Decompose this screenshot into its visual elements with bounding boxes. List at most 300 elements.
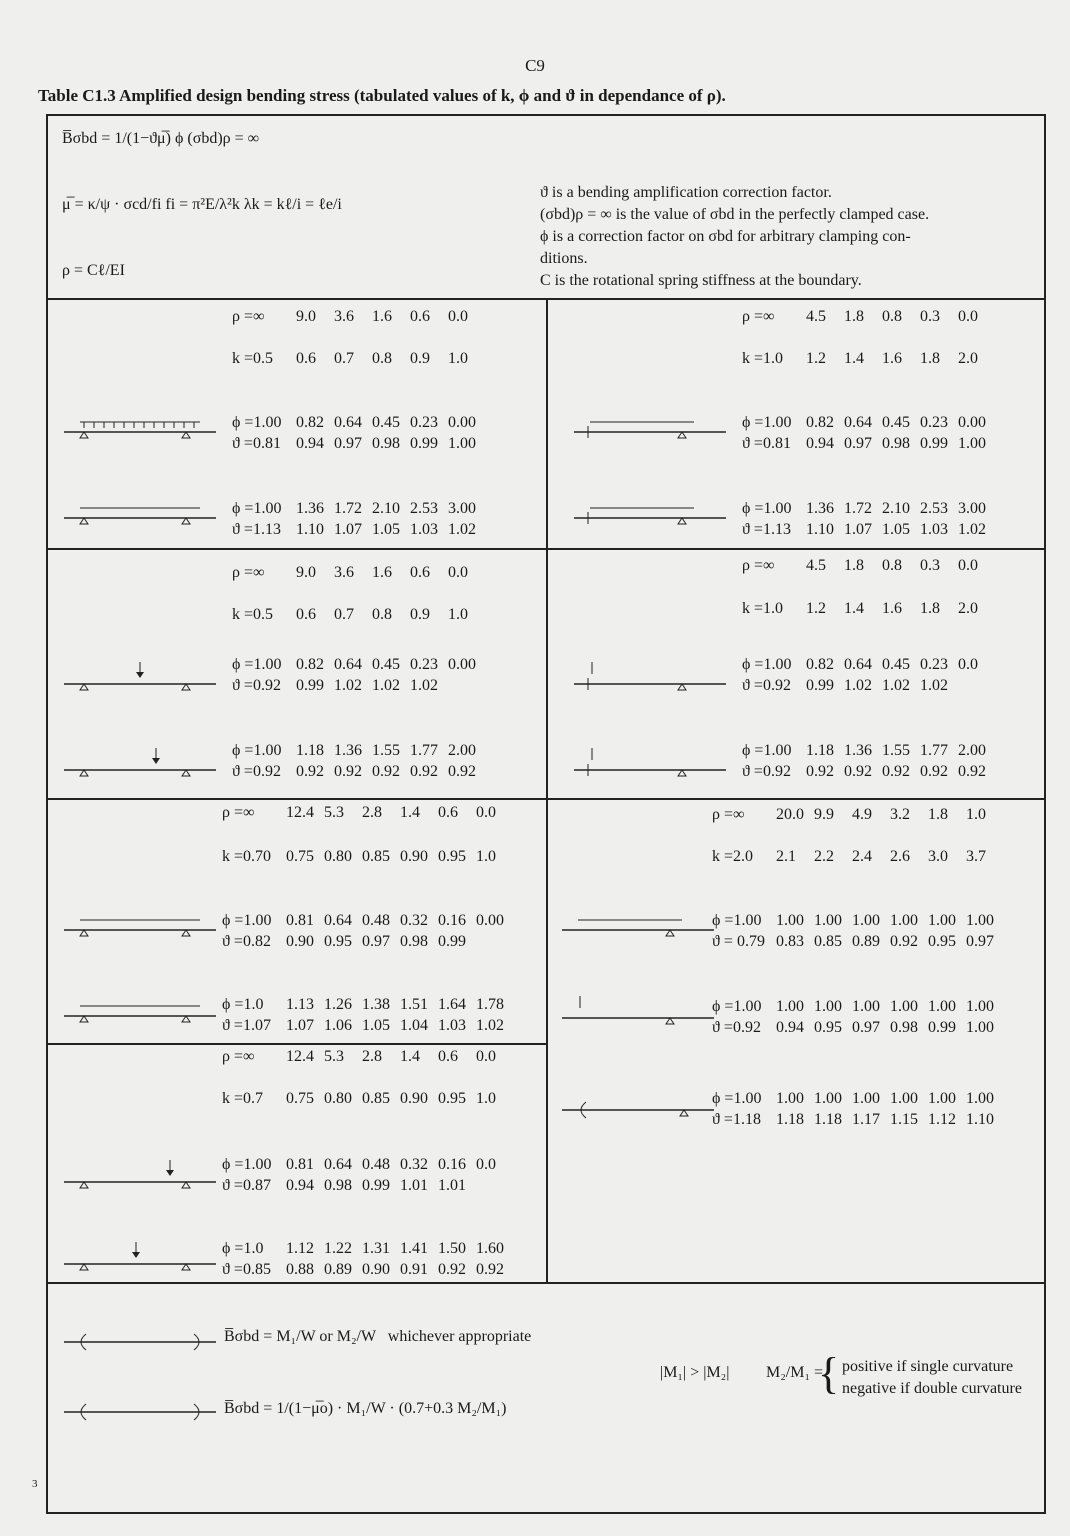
table-cell: 1.55 xyxy=(372,742,400,759)
table-cell: 0.90 xyxy=(400,848,428,865)
table-cell: 0.0 xyxy=(958,308,978,325)
rho-row-label: ρ =∞ xyxy=(712,806,745,823)
table-cell: 0.95 xyxy=(438,1090,466,1107)
table-cell: 2.2 xyxy=(814,848,834,865)
table-cell: 0.75 xyxy=(286,848,314,865)
table-cell: 2.6 xyxy=(890,848,910,865)
rho-row xyxy=(712,806,1004,824)
phi-row-label: ϕ =1.0 xyxy=(222,996,264,1013)
table-cell: 0.92 xyxy=(920,763,948,780)
table-cell: 4.5 xyxy=(806,308,826,325)
table-cell: 1.8 xyxy=(920,600,940,617)
table-cell: 2.1 xyxy=(776,848,796,865)
table-cell: 0.3 xyxy=(920,308,940,325)
phi-row-label: ϕ =1.00 xyxy=(742,656,792,673)
phi-row-label: ϕ =1.00 xyxy=(222,1156,272,1173)
k-row xyxy=(222,1090,514,1108)
table-cell: 3.6 xyxy=(334,308,354,325)
table-cell: 0.98 xyxy=(324,1177,352,1194)
rho-row-label: ρ =∞ xyxy=(742,308,775,325)
table-cell: 0.8 xyxy=(372,606,392,623)
table-cell: 9.0 xyxy=(296,308,316,325)
table-cell: 0.85 xyxy=(362,848,390,865)
table-cell: 0.97 xyxy=(334,435,362,452)
table-cell: 0.97 xyxy=(362,933,390,950)
divider xyxy=(546,298,548,1284)
table-cell: 1.04 xyxy=(400,1017,428,1034)
phi-row xyxy=(222,912,514,930)
table-cell: 1.02 xyxy=(882,677,910,694)
beam-point-load-diagram xyxy=(570,746,730,780)
table-cell: 1.8 xyxy=(844,557,864,574)
formula-amplified-stress: B̅σbd = 1/(1−ϑμ̅) ϕ (σbd)ρ = ∞ xyxy=(62,130,260,147)
table-cell: 0.90 xyxy=(400,1090,428,1107)
formula-mu: μ̅ = κ/ψ · σcd/fi fi = π²E/λ²k λk = kℓ/i = ℓe/i xyxy=(62,196,342,213)
table-cell: 0.99 xyxy=(362,1177,390,1194)
phi-row-label: ϕ =1.00 xyxy=(712,912,762,929)
negative-text: negative if double curvature xyxy=(842,1380,1022,1397)
table-cell: 1.00 xyxy=(776,1090,804,1107)
theta-row xyxy=(222,933,514,951)
table-cell: 1.18 xyxy=(296,742,324,759)
table-cell: 0.92 xyxy=(448,763,476,780)
table-cell: 1.0 xyxy=(448,350,468,367)
table-cell: 5.3 xyxy=(324,804,344,821)
table-cell: 0.3 xyxy=(920,557,940,574)
table-cell: 1.77 xyxy=(920,742,948,759)
beam-udl-diagram xyxy=(60,912,220,942)
table-cell: 0.82 xyxy=(296,656,324,673)
phi-row xyxy=(222,1240,514,1258)
formula-rho: ρ = Cℓ/EI xyxy=(62,262,125,279)
table-cell: 1.05 xyxy=(372,521,400,538)
table-cell: 0.32 xyxy=(400,1156,428,1173)
table-cell: 0.7 xyxy=(334,350,354,367)
table-cell: 0.16 xyxy=(438,912,466,929)
table-cell: 1.12 xyxy=(286,1240,314,1257)
table-cell: 0.16 xyxy=(438,1156,466,1173)
positive-text: positive if single curvature xyxy=(842,1358,1014,1375)
table-cell: 1.02 xyxy=(334,677,362,694)
table-cell: 2.8 xyxy=(362,804,382,821)
table-cell: 0.64 xyxy=(334,656,362,673)
table-cell: 0.0 xyxy=(448,564,468,581)
beam-udl-diagram xyxy=(558,912,718,942)
phi-row xyxy=(232,414,486,432)
theta-row-label: ϑ =0.81 xyxy=(232,435,281,452)
table-cell: 1.50 xyxy=(438,1240,466,1257)
table-cell: 0.94 xyxy=(296,435,324,452)
notes xyxy=(540,182,1020,292)
table-cell: 1.36 xyxy=(334,742,362,759)
table-cell: 1.12 xyxy=(928,1111,956,1128)
table-cell: 1.60 xyxy=(476,1240,504,1257)
table-cell: 0.92 xyxy=(372,763,400,780)
table-cell: 1.17 xyxy=(852,1111,880,1128)
phi-row xyxy=(712,1090,1004,1108)
beam-udl-diagram xyxy=(60,998,220,1028)
theta-row xyxy=(222,1017,514,1035)
table-cell: 1.2 xyxy=(806,350,826,367)
table-cell: 0.8 xyxy=(882,557,902,574)
table-cell: 1.00 xyxy=(890,912,918,929)
table-cell: 0.83 xyxy=(776,933,804,950)
theta-row-label: ϑ =0.87 xyxy=(222,1177,271,1194)
table-cell: 12.4 xyxy=(286,1048,314,1065)
theta-row xyxy=(232,763,486,781)
phi-row xyxy=(742,656,996,674)
note: C is the rotational spring stiffness at the boundary. xyxy=(540,272,862,289)
theta-row xyxy=(712,933,1004,951)
theta-row-label: ϑ =0.92 xyxy=(232,763,281,780)
table-cell: 0.99 xyxy=(928,1019,956,1036)
table-cell: 1.02 xyxy=(920,677,948,694)
beam-point-load-diagram xyxy=(558,994,718,1028)
table-cell: 1.00 xyxy=(958,435,986,452)
table-cell: 0.6 xyxy=(410,308,430,325)
table-cell: 3.2 xyxy=(890,806,910,823)
table-cell: 0.95 xyxy=(438,848,466,865)
table-cell: 1.18 xyxy=(814,1111,842,1128)
table-cell: 0.89 xyxy=(852,933,880,950)
table-cell: 0.92 xyxy=(882,763,910,780)
table-cell: 0.6 xyxy=(296,606,316,623)
k-row-label: k =0.70 xyxy=(222,848,272,865)
table-cell: 0.92 xyxy=(806,763,834,780)
table-cell: 0.97 xyxy=(852,1019,880,1036)
table-cell: 0.98 xyxy=(372,435,400,452)
phi-row xyxy=(222,1156,514,1174)
table-cell: 0.92 xyxy=(958,763,986,780)
beam-point-load-diagram xyxy=(60,1158,220,1192)
rho-row xyxy=(222,1048,514,1066)
phi-row-label: ϕ =1.0 xyxy=(222,1240,264,1257)
phi-row xyxy=(222,996,514,1014)
table-cell: 1.64 xyxy=(438,996,466,1013)
table-cell: 3.00 xyxy=(448,500,476,517)
table-cell: 1.6 xyxy=(372,564,392,581)
theta-row xyxy=(222,1261,514,1279)
table-cell: 1.07 xyxy=(334,521,362,538)
phi-row-label: ϕ =1.00 xyxy=(712,998,762,1015)
table-cell: 1.38 xyxy=(362,996,390,1013)
table-cell: 1.8 xyxy=(920,350,940,367)
table-cell: 1.06 xyxy=(324,1017,352,1034)
rho-row xyxy=(232,308,486,326)
table-cell: 2.4 xyxy=(852,848,872,865)
table-cell: 1.00 xyxy=(776,998,804,1015)
table-cell: 1.22 xyxy=(324,1240,352,1257)
table-cell: 0.97 xyxy=(966,933,994,950)
table-cell: 0.82 xyxy=(806,656,834,673)
table-cell: 1.00 xyxy=(890,1090,918,1107)
phi-row xyxy=(232,656,486,674)
table-cell: 0.00 xyxy=(448,414,476,431)
table-cell: 1.13 xyxy=(286,996,314,1013)
table-cell: 1.41 xyxy=(400,1240,428,1257)
table-cell: 3.00 xyxy=(958,500,986,517)
corner-mark: 3 xyxy=(32,1478,38,1490)
table-cell: 0.23 xyxy=(920,414,948,431)
table-cell: 0.92 xyxy=(844,763,872,780)
table-cell: 1.0 xyxy=(476,1090,496,1107)
k-row-label: k =0.7 xyxy=(222,1090,264,1107)
k-row-label: k =0.5 xyxy=(232,606,274,623)
theta-row-label: ϑ = 0.79 xyxy=(712,933,765,950)
table-cell: 0.9 xyxy=(410,350,430,367)
theta-row xyxy=(742,435,996,453)
table-cell: 0.0 xyxy=(958,656,978,673)
table-cell: 1.6 xyxy=(882,350,902,367)
table-cell: 20.0 xyxy=(776,806,804,823)
table-cell: 1.01 xyxy=(400,1177,428,1194)
table-cell: 1.10 xyxy=(966,1111,994,1128)
table-cell: 0.90 xyxy=(362,1261,390,1278)
table-cell: 1.15 xyxy=(890,1111,918,1128)
table-cell: 1.02 xyxy=(476,1017,504,1034)
table-cell: 0.81 xyxy=(286,912,314,929)
table-cell: 0.0 xyxy=(476,1048,496,1065)
table-cell: 1.07 xyxy=(844,521,872,538)
beam-udl-diagram xyxy=(60,414,220,444)
table-cell: 1.00 xyxy=(852,998,880,1015)
phi-row xyxy=(742,414,996,432)
table-cell: 3.6 xyxy=(334,564,354,581)
k-row-label: k =1.0 xyxy=(742,350,784,367)
theta-row xyxy=(232,435,486,453)
table-cell: 3.0 xyxy=(928,848,948,865)
note: ϑ is a bending amplification correction factor. xyxy=(540,184,832,201)
table-cell: 5.3 xyxy=(324,1048,344,1065)
table-cell: 0.45 xyxy=(882,414,910,431)
table-cell: 0.00 xyxy=(448,656,476,673)
table-cell: 0.7 xyxy=(334,606,354,623)
beam-udl-diagram xyxy=(60,500,220,530)
k-row xyxy=(232,350,486,368)
table-cell: 0.81 xyxy=(286,1156,314,1173)
table-cell: 1.0 xyxy=(966,806,986,823)
rho-row xyxy=(742,308,996,326)
table-cell: 0.92 xyxy=(334,763,362,780)
table-cell: 0.00 xyxy=(958,414,986,431)
table-cell: 1.10 xyxy=(806,521,834,538)
theta-row-label: ϑ =0.81 xyxy=(742,435,791,452)
k-row xyxy=(742,600,996,618)
k-row-label: k =2.0 xyxy=(712,848,754,865)
phi-row xyxy=(232,500,486,518)
table-cell: 1.31 xyxy=(362,1240,390,1257)
table-cell: 0.6 xyxy=(438,804,458,821)
table-cell: 1.72 xyxy=(844,500,872,517)
table-cell: 1.00 xyxy=(890,998,918,1015)
table-cell: 12.4 xyxy=(286,804,314,821)
table-cell: 0.75 xyxy=(286,1090,314,1107)
beam-moment-diagram xyxy=(558,1094,718,1124)
table-cell: 0.8 xyxy=(372,350,392,367)
table-cell: 0.64 xyxy=(324,1156,352,1173)
table-cell: 1.6 xyxy=(372,308,392,325)
table-cell: 1.0 xyxy=(448,606,468,623)
theta-row-label: ϑ =0.92 xyxy=(742,677,791,694)
table-cell: 0.94 xyxy=(806,435,834,452)
table-cell: 0.80 xyxy=(324,1090,352,1107)
table-cell: 0.92 xyxy=(476,1261,504,1278)
table-cell: 0.98 xyxy=(400,933,428,950)
theta-row xyxy=(232,677,486,695)
table-cell: 0.92 xyxy=(296,763,324,780)
table-cell: 0.0 xyxy=(448,308,468,325)
table-cell: 1.18 xyxy=(806,742,834,759)
table-cell: 0.64 xyxy=(324,912,352,929)
table-cell: 0.95 xyxy=(928,933,956,950)
table-cell: 2.53 xyxy=(920,500,948,517)
table-cell: 1.72 xyxy=(334,500,362,517)
table-cell: 1.4 xyxy=(400,1048,420,1065)
rho-row-label: ρ =∞ xyxy=(742,557,775,574)
phi-row xyxy=(742,742,996,760)
phi-row-label: ϕ =1.00 xyxy=(712,1090,762,1107)
note: (σbd)ρ = ∞ is the value of σbd in the perfectly clamped case. xyxy=(540,206,930,223)
note: ditions. xyxy=(540,250,588,267)
table-cell: 1.77 xyxy=(410,742,438,759)
table-cell: 9.9 xyxy=(814,806,834,823)
table-cell: 1.07 xyxy=(286,1017,314,1034)
table-cell: 0.80 xyxy=(324,848,352,865)
moment-condition: |M₁| > |M₂| xyxy=(660,1364,730,1381)
theta-row xyxy=(712,1111,1004,1129)
table-cell: 1.10 xyxy=(296,521,324,538)
table-cell: 1.4 xyxy=(400,804,420,821)
rho-row xyxy=(232,564,486,582)
theta-row-label: ϑ =1.18 xyxy=(712,1111,761,1128)
k-row xyxy=(222,848,514,866)
beam-point-load-diagram xyxy=(60,1240,220,1274)
beam-udl-diagram xyxy=(570,500,730,530)
table-cell: 0.88 xyxy=(286,1261,314,1278)
k-row-label: k =0.5 xyxy=(232,350,274,367)
table-cell: 2.53 xyxy=(410,500,438,517)
table-cell: 0.8 xyxy=(882,308,902,325)
table-cell: 0.97 xyxy=(844,435,872,452)
table-cell: 0.9 xyxy=(410,606,430,623)
moment-ratio: M₂/M₁ = xyxy=(766,1364,824,1381)
table-cell: 1.01 xyxy=(438,1177,466,1194)
table-cell: 1.4 xyxy=(844,350,864,367)
phi-row-label: ϕ =1.00 xyxy=(232,742,282,759)
table-cell: 0.48 xyxy=(362,912,390,929)
table-cell: 1.03 xyxy=(438,1017,466,1034)
table-cell: 9.0 xyxy=(296,564,316,581)
table-cell: 0.85 xyxy=(814,933,842,950)
phi-row-label: ϕ =1.00 xyxy=(232,414,282,431)
whichever-text: whichever appropriate xyxy=(387,1328,532,1345)
table-cell: 1.26 xyxy=(324,996,352,1013)
theta-row xyxy=(742,521,996,539)
phi-row xyxy=(712,998,1004,1016)
table-cell: 1.00 xyxy=(928,1090,956,1107)
beam-udl-diagram xyxy=(570,414,730,444)
table-title: Table C1.3 Amplified design bending stress (tabulated values of k, ϕ and ϑ in dependance of ρ). xyxy=(38,86,726,105)
table-cell: 1.03 xyxy=(920,521,948,538)
table-cell: 0.92 xyxy=(410,763,438,780)
rho-row-label: ρ =∞ xyxy=(232,308,265,325)
table-cell: 0.99 xyxy=(296,677,324,694)
theta-row-label: ϑ =0.92 xyxy=(742,763,791,780)
table-cell: 1.2 xyxy=(806,600,826,617)
table-cell: 4.9 xyxy=(852,806,872,823)
theta-row-label: ϑ =0.92 xyxy=(232,677,281,694)
table-cell: 1.00 xyxy=(776,912,804,929)
table-cell: 0.85 xyxy=(362,1090,390,1107)
phi-row-label: ϕ =1.00 xyxy=(222,912,272,929)
table-cell: 0.64 xyxy=(334,414,362,431)
theta-row xyxy=(742,763,996,781)
table-cell: 1.03 xyxy=(410,521,438,538)
k-row xyxy=(712,848,1004,866)
table-cell: 1.00 xyxy=(448,435,476,452)
table-cell: 0.45 xyxy=(372,656,400,673)
table-cell: 0.23 xyxy=(920,656,948,673)
table-cell: 1.8 xyxy=(928,806,948,823)
table-cell: 1.00 xyxy=(814,1090,842,1107)
table-cell: 1.02 xyxy=(448,521,476,538)
table-cell: 1.00 xyxy=(966,1090,994,1107)
rho-row-label: ρ =∞ xyxy=(222,804,255,821)
table-cell: 0.48 xyxy=(362,1156,390,1173)
table-cell: 0.89 xyxy=(324,1261,352,1278)
footer-formula-2: B̅σbd = 1/(1−μ̅o) · M₁/W · (0.7+0.3 M₂/M₁) xyxy=(224,1400,507,1417)
phi-row xyxy=(232,742,486,760)
note: ϕ is a correction factor on σbd for arbitrary clamping con- xyxy=(540,228,911,245)
phi-row-label: ϕ =1.00 xyxy=(742,742,792,759)
table-cell: 0.6 xyxy=(438,1048,458,1065)
table-cell: 1.00 xyxy=(852,1090,880,1107)
phi-row-label: ϕ =1.00 xyxy=(232,500,282,517)
table-cell: 0.94 xyxy=(286,1177,314,1194)
table-cell: 1.51 xyxy=(400,996,428,1013)
table-cell: 1.18 xyxy=(776,1111,804,1128)
table-cell: 0.98 xyxy=(890,1019,918,1036)
table-cell: 4.5 xyxy=(806,557,826,574)
table-cell: 0.6 xyxy=(296,350,316,367)
table-cell: 1.05 xyxy=(362,1017,390,1034)
footer-formula-1 xyxy=(224,1328,531,1346)
table-cell: 0.82 xyxy=(806,414,834,431)
page-number: C9 xyxy=(525,56,545,75)
table-cell: 1.4 xyxy=(844,600,864,617)
theta-row xyxy=(222,1177,514,1195)
rho-row-label: ρ =∞ xyxy=(232,564,265,581)
table-cell: 0.94 xyxy=(776,1019,804,1036)
theta-row-label: ϑ =0.85 xyxy=(222,1261,271,1278)
table-cell: 0.99 xyxy=(806,677,834,694)
table-cell: 1.36 xyxy=(296,500,324,517)
table-cell: 0.6 xyxy=(410,564,430,581)
table-cell: 1.36 xyxy=(806,500,834,517)
beam-end-moments-diagram xyxy=(60,1328,220,1354)
table-cell: 1.02 xyxy=(410,677,438,694)
phi-row-label: ϕ =1.00 xyxy=(742,500,792,517)
theta-row xyxy=(232,521,486,539)
brace: { xyxy=(818,1349,840,1398)
table-cell: 0.32 xyxy=(400,912,428,929)
beam-point-load-diagram xyxy=(60,660,220,694)
table-cell: 0.45 xyxy=(372,414,400,431)
table-cell: 0.92 xyxy=(890,933,918,950)
table-cell: 1.00 xyxy=(966,1019,994,1036)
theta-row-label: ϑ =1.13 xyxy=(742,521,791,538)
table-cell: 0.0 xyxy=(476,804,496,821)
